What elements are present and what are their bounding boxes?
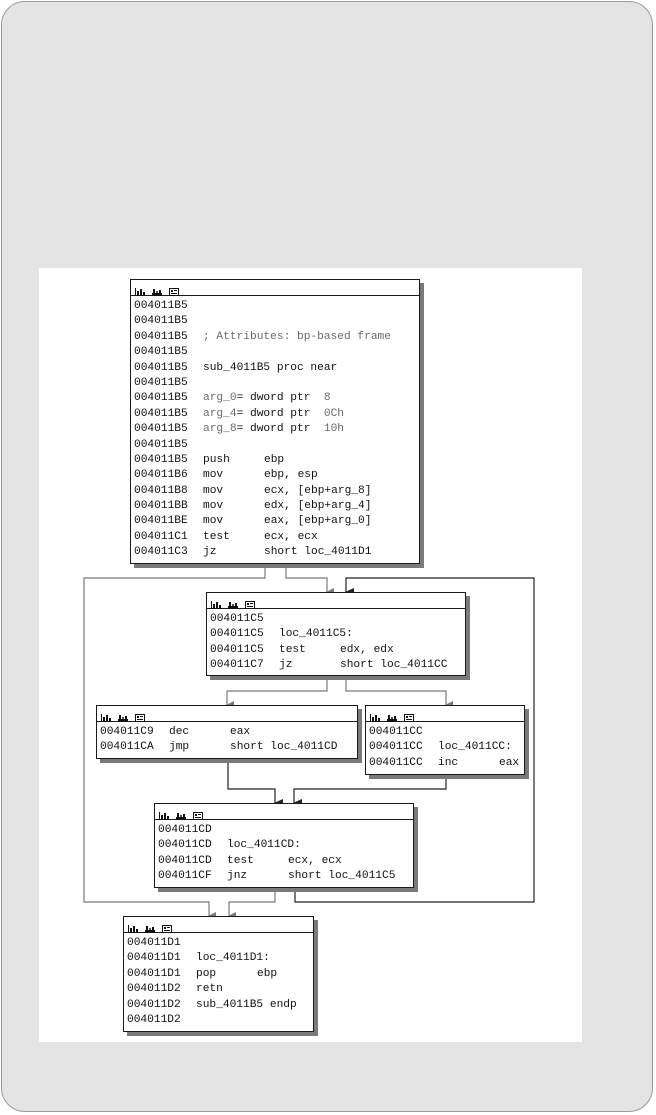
address: 004011D2: [127, 983, 181, 996]
block-listing: [207, 609, 465, 674]
address: 004011B5: [134, 407, 188, 420]
block-toolbar: [124, 917, 313, 933]
edge-n2-to-n4: [346, 677, 446, 705]
listing-line[interactable]: [158, 838, 413, 853]
block-loc-4011c5[interactable]: [206, 592, 466, 676]
block-listing: [131, 296, 419, 561]
edge-n2-to-n3: [227, 677, 327, 705]
address: 004011D2: [127, 1013, 181, 1026]
block-toolbar: [97, 706, 357, 722]
arg-offset: 10h: [323, 423, 345, 436]
mnemonic: jz: [203, 546, 217, 559]
listing-line[interactable]: [369, 756, 524, 771]
block-toolbar: [366, 706, 524, 722]
listing-line[interactable]: [134, 330, 419, 345]
edit-icon[interactable]: [245, 596, 255, 604]
listing-line[interactable]: [210, 658, 465, 673]
arg-offset: 8: [323, 392, 331, 405]
mnemonic: retn: [196, 983, 223, 996]
listing-line[interactable]: [134, 314, 419, 329]
listing-line[interactable]: [210, 612, 465, 627]
address: 004011B5: [134, 376, 188, 389]
edit-icon[interactable]: [162, 920, 172, 928]
address: 004011CC: [369, 756, 423, 769]
address: 004011B5: [134, 315, 188, 328]
address: 004011CF: [158, 870, 212, 883]
listing-line[interactable]: [134, 453, 419, 468]
operands: edx, [ebp+arg_4]: [264, 500, 372, 513]
operands: ecx, ecx: [288, 854, 342, 867]
listing-line[interactable]: [210, 627, 465, 642]
listing-line[interactable]: [210, 643, 465, 658]
address: 004011B5: [134, 346, 188, 359]
address: 004011C5: [210, 613, 264, 625]
address: 004011D2: [127, 998, 181, 1011]
address: 004011BE: [134, 515, 188, 528]
comment: ; Attributes: bp-based frame: [203, 330, 391, 343]
operands: ebp, esp: [264, 469, 318, 482]
flow-graph-canvas: [39, 268, 582, 1042]
arg-offset: 0Ch: [323, 407, 345, 420]
listing-line[interactable]: [127, 982, 313, 997]
mnemonic: mov: [203, 469, 224, 482]
listing-line[interactable]: [158, 869, 413, 884]
listing-line[interactable]: [134, 361, 419, 376]
address: 004011D1: [127, 937, 181, 949]
color-icon[interactable]: [118, 709, 128, 717]
label: loc_4011D1:: [196, 952, 270, 965]
address: 004011B6: [134, 469, 188, 482]
listing-line[interactable]: [134, 376, 419, 391]
address: 004011B5: [134, 392, 188, 405]
mnemonic: mov: [203, 515, 224, 528]
listing-line[interactable]: [134, 438, 419, 453]
graph-icon[interactable]: [211, 596, 221, 604]
mnemonic: pop: [196, 967, 217, 980]
operands: ebp: [264, 453, 285, 466]
listing-line[interactable]: [369, 740, 524, 755]
label: sub_4011B5 endp: [196, 998, 297, 1011]
listing-line[interactable]: [369, 725, 524, 740]
listing-line[interactable]: [127, 998, 313, 1013]
mnemonic: mov: [203, 484, 224, 497]
address: 004011CD: [158, 854, 212, 867]
address: 004011C5: [210, 628, 264, 641]
listing-line[interactable]: [134, 499, 419, 514]
operands: eax: [499, 756, 520, 769]
edit-icon[interactable]: [404, 709, 414, 717]
graph-icon[interactable]: [159, 807, 169, 815]
block-toolbar: [131, 280, 419, 296]
edge-n1-to-n2: [286, 565, 327, 592]
color-icon[interactable]: [152, 283, 162, 291]
address: 004011C5: [210, 643, 264, 656]
operands: eax, [ebp+arg_0]: [264, 515, 372, 528]
address: 004011B5: [134, 453, 188, 466]
listing-line[interactable]: [158, 823, 413, 838]
listing-line[interactable]: [158, 854, 413, 869]
listing-line[interactable]: [127, 1013, 313, 1028]
mnemonic: push: [203, 453, 230, 466]
mnemonic: jmp: [169, 741, 190, 754]
arg-name: arg_4: [203, 407, 237, 420]
listing-line[interactable]: [134, 468, 419, 483]
address: 004011D1: [127, 952, 181, 965]
arg-definition: = dword ptr: [236, 407, 324, 420]
color-icon[interactable]: [145, 920, 155, 928]
address: 004011B5: [134, 300, 188, 312]
address: 004011C7: [210, 659, 264, 672]
block-toolbar: [207, 593, 465, 609]
address: 004011B5: [134, 361, 188, 374]
address: 004011CA: [100, 741, 154, 754]
operands: eax: [230, 726, 251, 738]
address: 004011CC: [369, 726, 423, 738]
block-4011c9[interactable]: [96, 705, 358, 759]
operands: edx, edx: [340, 643, 394, 656]
listing-line[interactable]: [127, 936, 313, 951]
block-listing: [124, 933, 313, 1028]
operands: short loc_4011D1: [264, 546, 372, 559]
address: 004011B5: [134, 423, 188, 436]
operands: ecx, [ebp+arg_8]: [264, 484, 372, 497]
edge-n5-to-n6: [229, 888, 275, 916]
graph-icon[interactable]: [370, 709, 380, 717]
mnemonic: test: [227, 854, 254, 867]
address: 004011CD: [158, 839, 212, 852]
listing-line[interactable]: [134, 530, 419, 545]
listing-line[interactable]: [134, 299, 419, 314]
listing-line[interactable]: [134, 514, 419, 529]
edit-icon[interactable]: [135, 709, 145, 717]
listing-line[interactable]: [134, 545, 419, 560]
color-icon[interactable]: [228, 596, 238, 604]
arg-name: arg_8: [203, 423, 237, 436]
block-toolbar: [155, 804, 413, 820]
arg-name: arg_0: [203, 392, 237, 405]
block-listing: [97, 722, 357, 756]
operands: ebp: [257, 967, 278, 980]
color-icon[interactable]: [176, 807, 186, 815]
mnemonic: mov: [203, 500, 224, 513]
address: 004011D1: [127, 967, 181, 980]
label: loc_4011CC:: [438, 741, 512, 754]
block-loc-4011cc[interactable]: [365, 705, 525, 775]
mnemonic: jz: [279, 659, 293, 672]
mnemonic: dec: [169, 726, 190, 738]
listing-line[interactable]: [100, 725, 357, 740]
listing-line[interactable]: [134, 422, 419, 437]
arg-definition: = dword ptr: [236, 392, 324, 405]
address: 004011C3: [134, 546, 188, 559]
edit-icon[interactable]: [169, 283, 179, 291]
listing-line[interactable]: [134, 391, 419, 406]
graph-icon[interactable]: [101, 709, 111, 717]
listing-line[interactable]: [134, 407, 419, 422]
block-listing: [155, 820, 413, 885]
address: 004011B5: [134, 330, 188, 343]
label: loc_4011C5:: [279, 628, 353, 641]
mnemonic: inc: [438, 756, 459, 769]
graph-icon[interactable]: [128, 920, 138, 928]
operands: short loc_4011CD: [230, 741, 338, 754]
address: 004011B5: [134, 438, 188, 451]
block-loc-4011d1[interactable]: [123, 916, 314, 1032]
address: 004011CD: [158, 824, 212, 836]
color-icon[interactable]: [387, 709, 397, 717]
listing-line[interactable]: [100, 740, 357, 755]
label: loc_4011CD:: [227, 839, 301, 852]
address: 004011B8: [134, 484, 188, 497]
mnemonic: jnz: [227, 870, 248, 883]
arg-definition: = dword ptr: [236, 423, 324, 436]
operands: short loc_4011C5: [288, 870, 396, 883]
address: 004011BB: [134, 500, 188, 513]
mnemonic: test: [279, 643, 306, 656]
operands: short loc_4011CC: [340, 659, 448, 672]
edit-icon[interactable]: [193, 807, 203, 815]
address: 004011CC: [369, 741, 423, 754]
listing-line[interactable]: [127, 951, 313, 966]
address: 004011C9: [100, 726, 154, 738]
edge-n4-to-n5: [294, 776, 446, 803]
operands: ecx, ecx: [264, 530, 318, 543]
address: 004011C1: [134, 530, 188, 543]
edge-n3-to-n5: [228, 760, 275, 803]
label: sub_4011B5 proc near: [203, 361, 338, 374]
graph-icon[interactable]: [135, 283, 145, 291]
block-listing: [366, 722, 524, 771]
listing-line[interactable]: [127, 967, 313, 982]
listing-line[interactable]: [134, 484, 419, 499]
mnemonic: test: [203, 530, 230, 543]
block-sub-4011b5[interactable]: [130, 279, 420, 564]
block-loc-4011cd[interactable]: [154, 803, 414, 888]
listing-line[interactable]: [134, 345, 419, 360]
